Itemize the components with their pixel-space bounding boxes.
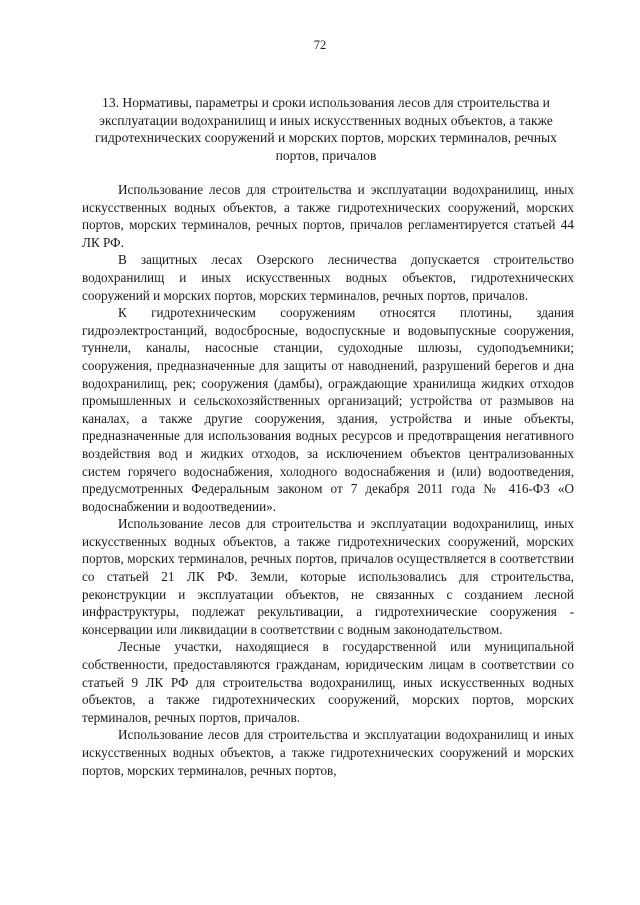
paragraph-hydraulic-structures-definition: К гидротехническим сооружениям относятся плотины, здания гидроэлектростанций, водосбросные, водоспускные и водовыпускные сооружения, туннели, каналы, насосные станции, судоходные шлюзы, судоподъемники; сооружения, предназначенные для защиты от наводнений, разрушений берегов и дна водохранилищ, рек; сооружения (дамбы), ограждающие хранилища жидких отходов промышленных и сельскохозяйственных организаций; устройства от размывов на каналах, а также другие сооружения, здания, устройства и иные объекты, предназначенные для использования водных ресурсов и предотвращения негативного воздействия вод и жидких отходов, за исключением объектов централизованных систем горячего водоснабжения, холодного водоснабжения и (или) водоотведения, предусмотренных Федеральным законом от 7 декабря 2011 года № 416-ФЗ «О водоснабжении и водоотведении». (82, 305, 574, 514)
paragraph-land-plots-provision: Лесные участки, находящиеся в государственной или муниципальной собственности, предоставляются гражданам, юридическим лицам в соответствии со статьей 9 ЛК РФ для строительства водохранилищ, иных искусственных водных объектов, а также гидротехнических сооружений, морских портов, морских терминалов, речных портов, причалов. (82, 639, 574, 725)
paragraph-legal-basis: Использование лесов для строительства и эксплуатации водохранилищ, иных искусственных водных объектов, а также гидротехнических сооружений, морских портов, морских терминалов, речных портов, причалов регламентируется статьей 44 ЛК РФ. (82, 182, 574, 250)
page-number: 72 (313, 38, 327, 52)
paragraph-permitted-construction: В защитных лесах Озерского лесничества допускается строительство водохранилищ и иных искусственных водных объектов, гидротехнических сооружений и морских портов, морских терминалов, речных портов, причалов. (82, 252, 574, 303)
paragraph-usage-article-21: Использование лесов для строительства и эксплуатации водохранилищ, иных искусственных водных объектов, а также гидротехнических сооружений, морских портов, морских терминалов, речных портов, причалов осуществляется в соответствии со статьей 21 ЛК РФ. Земли, которые использовались для строительства, реконструкции и эксплуатации объектов, не связанных с созданием лесной инфраструктуры, подлежат рекультивации, а гидротехнические сооружения - консервации или ликвидации в соответствии с водным законодательством. (82, 516, 574, 637)
section-heading: 13. Нормативы, параметры и сроки использования лесов для строительства и эксплуатации водохранилищ и иных искусственных водных объектов, а также гидротехнических сооружений и морских портов, морских терминалов, речных портов, причалов (95, 95, 557, 163)
section-body (82, 181, 574, 779)
paragraph-usage-continued: Использование лесов для строительства и эксплуатации водохранилищ и иных искусственных водных объектов, а также гидротехнических сооружений и морских портов, морских терминалов, речных портов, (82, 727, 574, 778)
